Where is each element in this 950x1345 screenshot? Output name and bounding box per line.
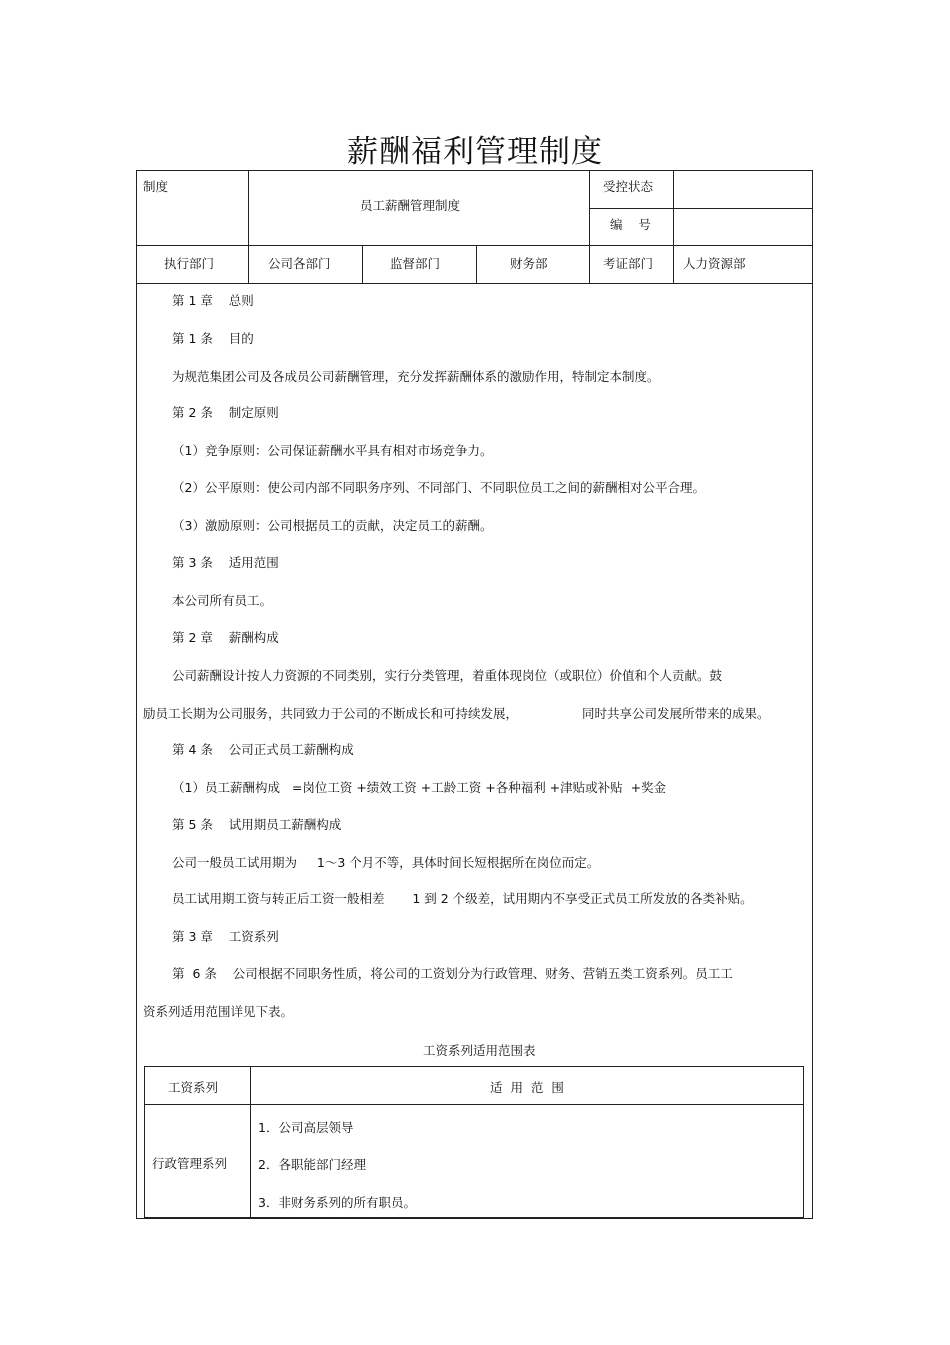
document-title: 薪酬福利管理制度 [347,134,603,170]
divider [136,283,813,284]
paragraph: 同时共享公司发展所带来的成果。 [582,706,770,721]
table-scope-item: 1．公司高层领导 [258,1120,354,1135]
article-2-heading: 第 2 条 制定原则 [172,405,279,420]
chapter-2-heading: 第 2 章 薪酬构成 [172,630,279,645]
divider [673,170,674,283]
verify-dept-label: 考证部门 [603,256,654,271]
number-label: 编 号 [610,217,651,232]
divider [476,245,477,283]
divider [362,245,363,283]
paragraph: 第 6 条 公司根据不同职务性质，将公司的工资划分为行政管理、财务、营销五类工资系列。员工工 [172,966,733,981]
paragraph: （2）公平原则：使公司内部不同职务序列、不同部门、不同职位员工之间的薪酬相对公平合理。 [172,480,705,495]
paragraph: 本公司所有员工。 [172,593,273,608]
table-header-scope: 适 用 范 围 [490,1080,564,1095]
paragraph: 员工试用期工资与转正后工资一般相差 1 到 2 个级差，试用期内不享受正式员工所发放的各类补贴。 [172,891,753,906]
article-4-heading: 第 4 条 公司正式员工薪酬构成 [172,742,354,757]
zhidu-label: 制度 [143,179,169,194]
table-caption: 工资系列适用范围表 [423,1043,536,1058]
exec-dept-label: 执行部门 [164,256,215,271]
paragraph: 资系列适用范围详见下表。 [143,1004,294,1019]
wage-series-table [144,1066,804,1218]
paragraph: 为规范集团公司及各成员公司薪酬管理，充分发挥薪酬体系的激励作用，特制定本制度。 [172,369,660,384]
paragraph: （3）激励原则：公司根据员工的贡献，决定员工的薪酬。 [172,518,493,533]
verify-dept-value: 人力资源部 [683,256,746,271]
table-scope-item: 3．非财务系列的所有职员。 [258,1195,416,1210]
article-1-heading: 第 1 条 目的 [172,331,254,346]
table-header-series: 工资系列 [168,1080,219,1095]
paragraph: 公司薪酬设计按人力资源的不同类别，实行分类管理，着重体现岗位（或职位）价值和个人贡献。鼓 [172,668,723,683]
divider [589,208,813,209]
table-scope-item: 2．各职能部门经理 [258,1157,366,1172]
divider [248,170,249,283]
zhidu-value: 员工薪酬管理制度 [360,198,461,213]
supervise-dept-label: 监督部门 [390,256,441,271]
divider [144,1104,804,1105]
exec-dept-value: 公司各部门 [268,256,331,271]
control-status-label: 受控状态 [603,179,654,194]
chapter-1-heading: 第 1 章 总则 [172,293,254,308]
divider [250,1066,251,1218]
paragraph: （1）竞争原则：公司保证薪酬水平具有相对市场竞争力。 [172,443,493,458]
paragraph: 励员工长期为公司服务，共同致力于公司的不断成长和可持续发展， [143,706,519,721]
paragraph: （1）员工薪酬构成 =岗位工资 +绩效工资 +工龄工资 +各种福利 +津贴或补贴 +奖金 [172,780,667,795]
form-frame [136,170,813,1219]
article-3-heading: 第 3 条 适用范围 [172,555,279,570]
supervise-dept-value: 财务部 [510,256,548,271]
divider [136,245,813,246]
chapter-3-heading: 第 3 章 工资系列 [172,929,279,944]
article-5-heading: 第 5 条 试用期员工薪酬构成 [172,817,342,832]
paragraph: 公司一般员工试用期为 1～3 个月不等，具体时间长短根据所在岗位而定。 [172,855,600,870]
table-row-label: 行政管理系列 [152,1156,228,1171]
divider [589,170,590,283]
